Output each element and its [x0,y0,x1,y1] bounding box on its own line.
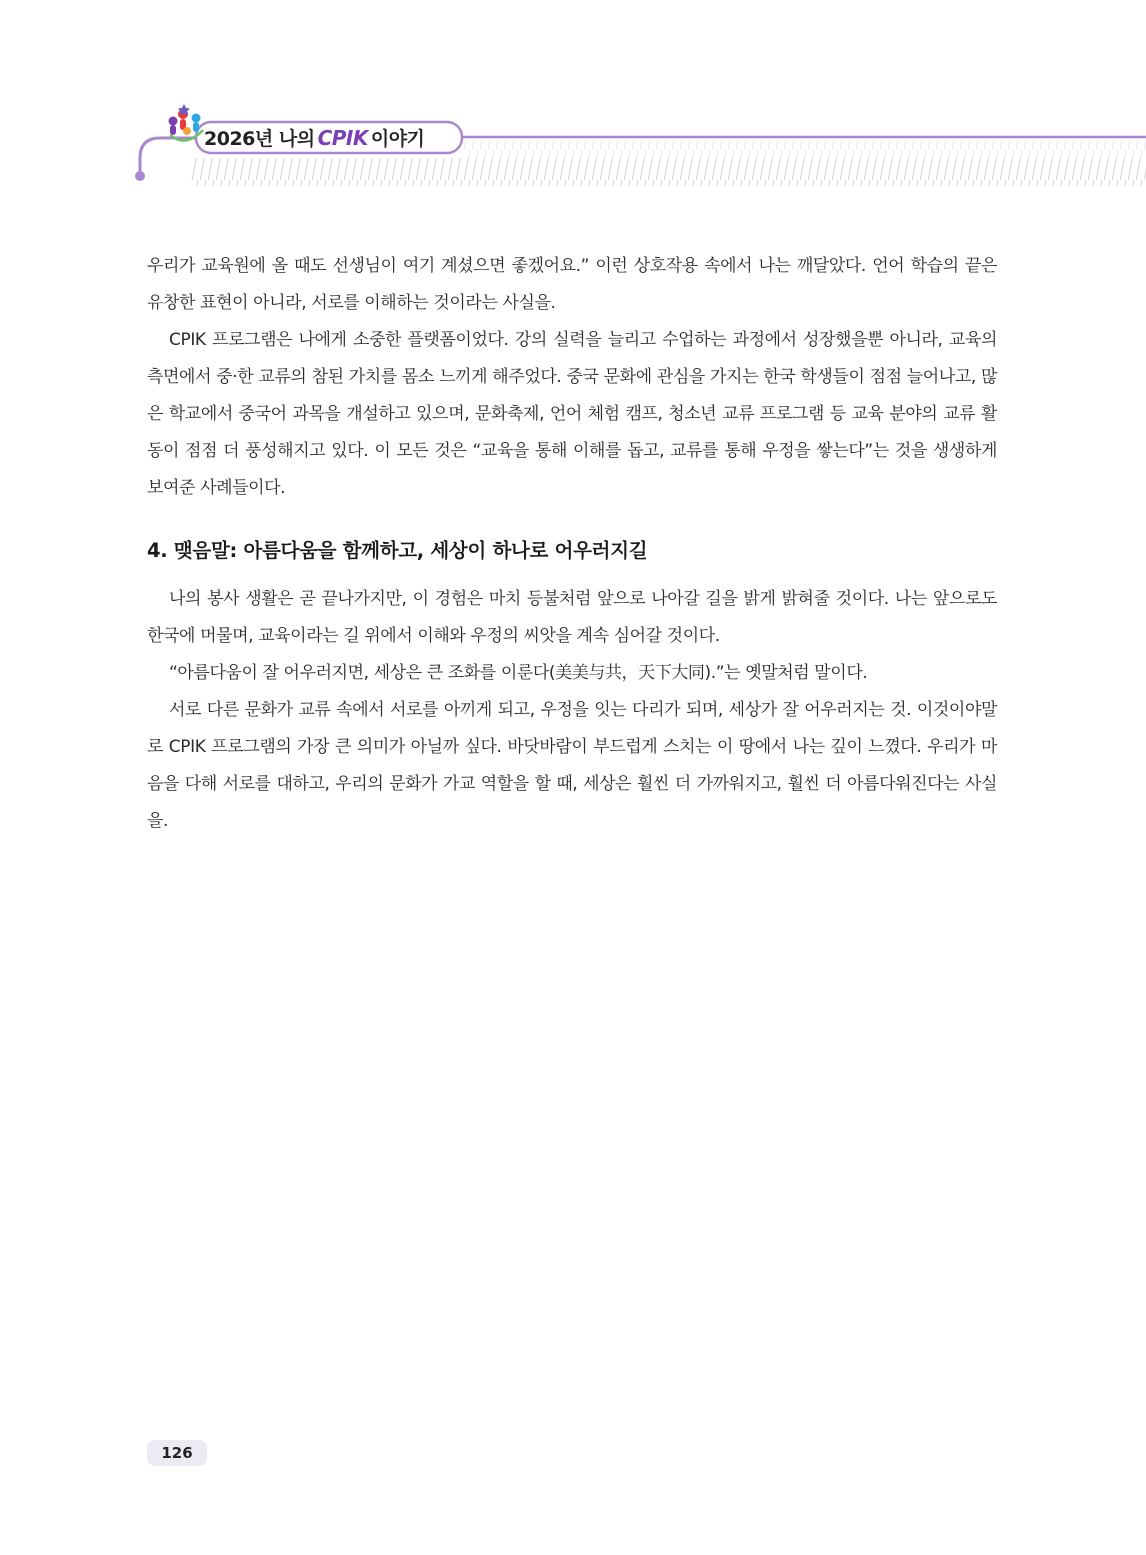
header-title-suffix: 이야기 [370,128,425,150]
people-star-icon [169,104,204,140]
article-body [147,248,997,840]
header-decoration [0,0,1146,200]
paragraph: CPIK 프로그램은 나에게 소중한 플랫폼이었다. 강의 실력을 늘리고 수업하는 과정에서 성장했을뿐 아니라, 교육의 측면에서 중·한 교류의 참된 가치를 몸소 느끼게 해주었다. 중국 문화에 관심을 가지는 한국 학생들이 점점 늘어나고, 많은 학교에서 중국어 과목을 개설하고 있으며, 문화축제, 언어 체험 캠프, 청소년 교류 프로그램 등 교육 분야의 교류 활동이 점점 더 풍성해지고 있다. 이 모든 것은 “교육을 통해 이해를 돕고, 교류를 통해 우정을 쌓는다”는 것을 생생하게 보여준 사례들이다. [147,330,997,498]
paragraph: 서로 다른 문화가 교류 속에서 서로를 아끼게 되고, 우정을 잇는 다리가 되며, 세상가 잘 어우러지는 것. 이것이야말로 CPIK 프로그램의 가장 큰 의미가 아닐까 싶다. 바닷바람이 부드럽게 스치는 이 땅에서 나는 깊이 느꼈다. 우리가 마음을 다해 서로를 대하고, 우리의 문화가 가교 역할을 할 때, 세상은 훨씬 더 가까워지고, 훨씬 더 아름다워진다는 사실을. [147,700,997,831]
paragraph: 우리가 교육원에 올 때도 선생님이 여기 계셨으면 좋겠어요.” 이런 상호작용 속에서 나는 깨달았다. 언어 학습의 끝은 유창한 표현이 아니라, 서로를 이해하는 것이라는 사실을. [147,256,997,313]
page-header [0,0,1146,200]
paragraph: “아름다움이 잘 어우러지면, 세상은 큰 조화를 이룬다(美美与共，天下大同).”는 옛말처럼 말이다. [169,663,868,683]
paragraph: 나의 봉사 생활은 곧 끝나가지만, 이 경험은 마치 등불처럼 앞으로 나아갈 길을 밝게 밝혀줄 것이다. 나는 앞으로도 한국에 머물며, 교육이라는 길 위에서 이해와 우정의 씨앗을 계속 심어갈 것이다. [147,589,997,646]
header-title [204,121,424,155]
page-number: 126 [147,1440,207,1466]
section-heading: 4. 맺음말: 아름다움을 함께하고, 세상이 하나로 어우러지길 [147,539,648,562]
header-title-prefix: 2026년 나의 [204,128,315,150]
header-brand: CPIK [317,126,368,150]
